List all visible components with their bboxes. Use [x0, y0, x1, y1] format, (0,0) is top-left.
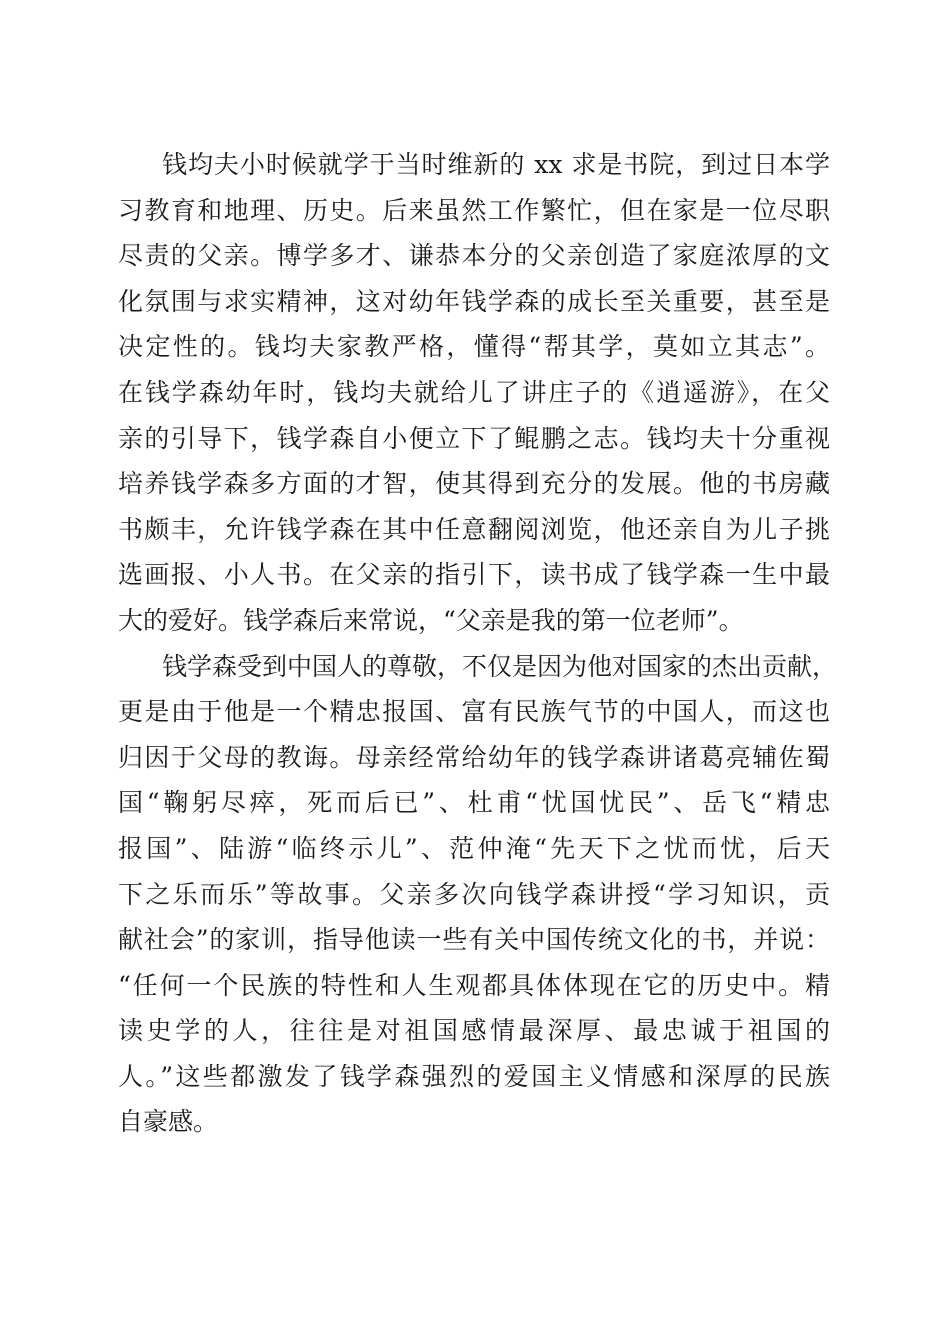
paragraph-line: 尽责的父亲。博学多才、谦恭本分的父亲创造了家庭浓厚的文: [118, 241, 830, 271]
paragraph-line: 钱学森受到中国人的尊敬，不仅是因为他对国家的杰出贡献，: [162, 651, 838, 681]
paragraph-line: 下之乐而乐”等故事。父亲多次向钱学森讲授“学习知识，贡: [118, 879, 830, 909]
paragraph-line: 决定性的。钱均夫家教严格，懂得“帮其学，莫如立其志”。: [118, 332, 830, 362]
paragraph-line: 在钱学森幼年时，钱均夫就给儿了讲庄子的《逍遥游》，在父: [118, 377, 830, 407]
paragraph-line: 化氛围与求实精神，这对幼年钱学森的成长至关重要，甚至是: [118, 286, 830, 316]
paragraph-line: 读史学的人，往往是对祖国感情最深厚、最忠诚于祖国的: [118, 1016, 830, 1046]
paragraph-line: 亲的引导下，钱学森自小便立下了鲲鹏之志。钱均夫十分重视: [118, 423, 830, 453]
paragraph-line: 归因于父母的教诲。母亲经常给幼年的钱学森讲诸葛亮辅佐蜀: [118, 742, 830, 772]
paragraph-line: 书颇丰，允许钱学森在其中任意翻阅浏览，他还亲自为儿子挑: [118, 514, 830, 544]
body-text: [118, 142, 838, 1145]
paragraph-line: 人。”这些都激发了钱学森强烈的爱国主义情感和深厚的民族: [118, 1061, 830, 1091]
paragraph-1: [118, 142, 830, 644]
paragraph-line: 选画报、小人书。在父亲的指引下，读书成了钱学森一生中最: [118, 560, 830, 590]
paragraph-line: 培养钱学森多方面的才智，使其得到充分的发展。他的书房藏: [118, 469, 830, 499]
paragraph-line: 报国”、陆游“临终示儿”、范仲淹“先天下之忧而忧，后天: [118, 833, 830, 863]
paragraph-line: 献社会”的家训，指导他读一些有关中国传统文化的书，并说：: [118, 925, 830, 955]
paragraph-line: 习教育和地理、历史。后来虽然工作繁忙，但在家是一位尽职: [118, 195, 830, 225]
paragraph-line: 大的爱好。钱学森后来常说，“父亲是我的第一位老师”。: [118, 605, 744, 635]
paragraph-line: 更是由于他是一个精忠报国、富有民族气节的中国人，而这也: [118, 697, 830, 727]
paragraph-line: 国“鞠躬尽瘁，死而后已”、杜甫“忧国忧民”、岳飞“精忠: [118, 788, 830, 818]
paragraph-2: [118, 644, 838, 1146]
paragraph-line: 钱均夫小时候就学于当时维新的 xx 求是书院，到过日本学: [162, 150, 830, 179]
paragraph-line: 自豪感。: [118, 1107, 219, 1137]
paragraph-line: “任何一个民族的特性和人生观都具体体现在它的历史中。精: [118, 970, 830, 1000]
